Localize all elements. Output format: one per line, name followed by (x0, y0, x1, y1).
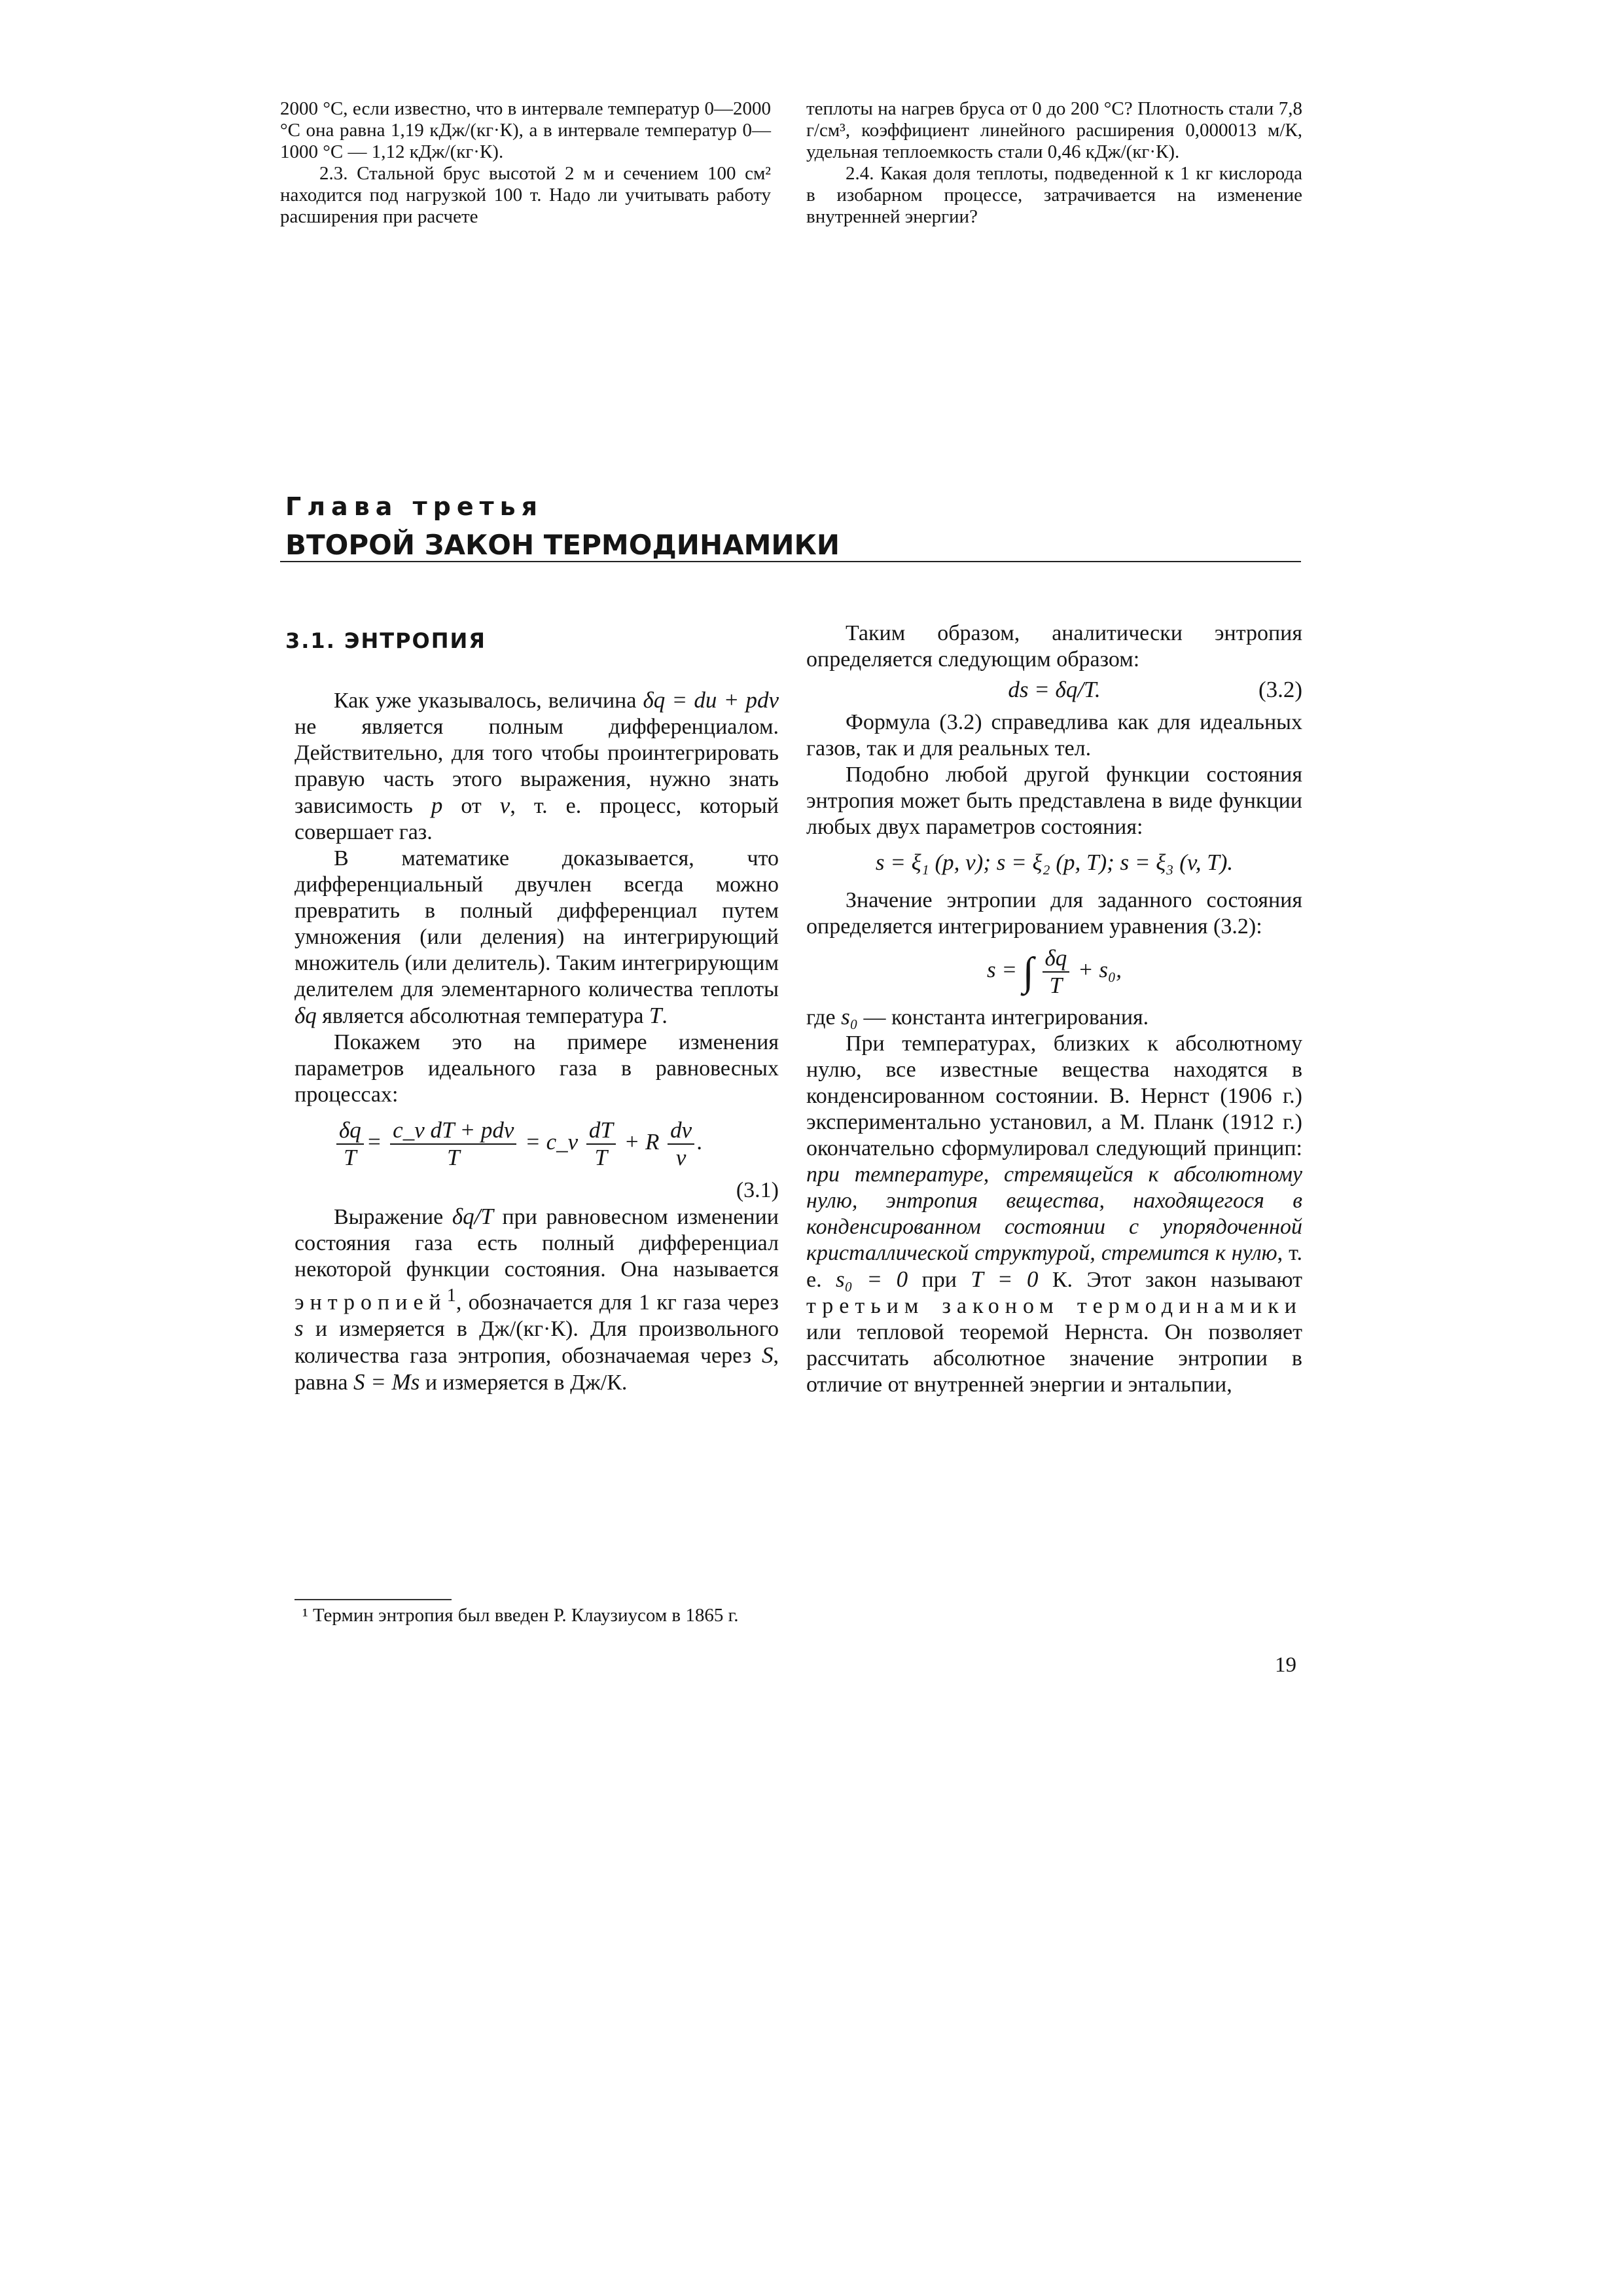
equation-integral (806, 945, 1302, 999)
text-run: , т. е. процесс, который совершает газ. (294, 794, 779, 844)
text-run: Выражение (334, 1205, 452, 1229)
denominator: T (344, 1145, 357, 1170)
text-run: от (442, 794, 500, 818)
chapter-title: ВТОРОЙ ЗАКОН ТЕРМОДИНАМИКИ (285, 529, 840, 561)
term-entropy: энтропией (294, 1290, 447, 1315)
numerator: c_v dT + pdv (390, 1117, 516, 1145)
fraction (586, 1117, 616, 1171)
text-run: , равна (294, 1344, 779, 1395)
equation-body: ds = δq/T. (1008, 677, 1101, 702)
chapter-divider (280, 561, 1301, 562)
paragraph-validity: Формула (3.2) справедлива как для идеальных газов, так и для реальных тел. (806, 710, 1302, 761)
problem-2-3: 2.3. Стальной брус высотой 2 м и сечением 100 см² находится под нагрузкой 100 т. Надо ли учитывать работу расширения при расчете (280, 163, 771, 227)
problem-2-3-end: теплоты на нагрев бруса от 0 до 200 °С? Плотность стали 7,8 г/см³, коэффициент линейного расширения 0,000013 м/К, удельная теплоемкость стали 0,46 кДж/(кг·К). (806, 98, 1302, 162)
fraction (1043, 945, 1070, 999)
denominator: T (594, 1145, 608, 1170)
inline-formula: δq (294, 1003, 317, 1028)
section-title: 3.1. ЭНТРОПИЯ (285, 628, 486, 653)
text-run: Как уже указывалось, величина (334, 689, 643, 713)
text-run: является абсолютная температура (316, 1004, 649, 1028)
fraction (336, 1117, 364, 1171)
numerator: dv (668, 1117, 694, 1145)
equation-number: (3.2) (1258, 677, 1302, 702)
paragraph-state-function: Подобно любой другой функции состояния энтропия может быть представлена в виде функции любых двух параметров состояния: (806, 762, 1302, 839)
text-run: К. Этот закон называют (1038, 1268, 1302, 1292)
fraction (668, 1117, 694, 1171)
paragraph-integrating-factor (294, 846, 779, 1030)
text-run: , т. е. (806, 1241, 1302, 1292)
previous-problems-right (806, 98, 1302, 228)
text-run: при равновесном изменении состояния газа есть полный дифференциал некоторой функции состояния. Она называется (294, 1205, 779, 1282)
text-run: не является полным дифференциалом. Действительно, для того чтобы проинтегрировать правую часть этого выражения, нужно знать зависимость (294, 715, 779, 818)
inline-var-S: S (762, 1342, 774, 1369)
inline-var-p: p (431, 793, 443, 818)
text-run: или тепловой теоремой Нернста. Он позволяет рассчитать абсолютное значение энтропии в отличие от внутренней энергии и энтальпии, (806, 1320, 1302, 1397)
text-run: при (908, 1268, 971, 1292)
paragraph-example: Покажем это на примере изменения параметров идеального газа в равновесных процессах: (294, 1030, 779, 1107)
right-column (806, 620, 1302, 1398)
inline-var-s0: s₀ (841, 1004, 858, 1030)
text-run: и измеряется в Дж/(кг·К). Для произвольного количества газа энтропия, обозначаемая через (294, 1317, 779, 1369)
inline-formula: S = Ms (353, 1369, 420, 1395)
footnote: ¹ Термин энтропия был введен Р. Клаузиусом в 1865 г. (302, 1605, 739, 1626)
paragraph-third-law (806, 1031, 1302, 1398)
paragraph-constant (806, 1004, 1302, 1031)
inline-formula: δq = du + pdv (643, 687, 779, 713)
text-run: . (662, 1004, 668, 1028)
third-law-statement: при температуре, стремящейся к абсолютному нулю, энтропия вещества, находящегося в конденсированном состоянии с упорядоченной кристаллической структурой, стремится к нулю (806, 1162, 1302, 1265)
numerator: δq (1043, 945, 1070, 973)
inline-formula: T = 0 (971, 1266, 1039, 1292)
numerator: dT (586, 1117, 616, 1145)
denominator: v (675, 1145, 687, 1170)
text-run: — константа интегрирования. (857, 1005, 1149, 1030)
paragraph-integration: Значение энтропии для заданного состояния определяется интегрированием уравнения (3.2): (806, 888, 1302, 939)
paragraph-intro (294, 687, 779, 846)
inline-var-s: s (294, 1316, 304, 1342)
footnote-divider (294, 1599, 452, 1600)
fraction (390, 1117, 516, 1171)
denominator: T (447, 1145, 460, 1170)
problem-2-2-end: 2000 °С, если известно, что в интервале температур 0—2000 °С она равна 1,19 кДж/(кг·К), а в интервале температур 0—1000 °С — 1,12 кДж/(кг·К). (280, 98, 771, 162)
equation-term: + R (624, 1129, 660, 1155)
inline-formula: s₀ = 0 (835, 1266, 908, 1292)
equation-state-functions: s = ξ₁ (p, v); s = ξ₂ (p, T); s = ξ₃ (v, T). (875, 850, 1234, 875)
inline-var-v: v (499, 793, 510, 818)
text-run: При температурах, близких к абсолютному нулю, все известные вещества находятся в конденсированном состоянии. В. Нернст (1906 г.) экспериментально установил, а М. Планк (1912 г.) окончательно сформулировал следующий принцип: (806, 1031, 1302, 1160)
footnote-marker: 1 (446, 1285, 456, 1306)
integral-sign: ∫ (1022, 950, 1034, 994)
equation-term: s = (987, 957, 1018, 983)
numerator: δq (336, 1117, 364, 1145)
page-number: 19 (1275, 1653, 1296, 1677)
chapter-label: Глава третья (285, 492, 544, 521)
text-run: где (806, 1005, 842, 1030)
denominator: T (1049, 973, 1063, 998)
equation-term: = c_v (525, 1129, 579, 1155)
equation-3-1: $\frac{\delta q}{T}$ = $\frac{\text{c\_v dT + pdv}}{T}$ = c_v $\frac{dT}{T}$ + R $\frac{dv}{v}$ . (294, 1117, 779, 1171)
left-column (294, 687, 779, 1396)
text-run: В математике доказывается, что дифференциальный двучлен всегда можно превратить в полный дифференциал путем умножения (или деления) на интегрирующий множитель (или делитель). Таким интегрирующим делителем для элементарного количества теплоты (294, 846, 779, 1001)
paragraph-analytic-def: Таким образом, аналитически энтропия определяется следующим образом: (806, 621, 1302, 672)
inline-var-T: T (649, 1003, 662, 1028)
problem-2-4: 2.4. Какая доля теплоты, подведенной к 1 кг кислорода в изобарном процессе, затрачивается на изменение внутренней энергии? (806, 163, 1302, 227)
term-third-law: третьим законом термодинамики (806, 1294, 1302, 1318)
equation-number: (3.1) (736, 1178, 779, 1202)
text-run: и измеряется в Дж/К. (419, 1371, 628, 1395)
inline-formula: δq/T (452, 1204, 493, 1229)
equation-3-2 (806, 677, 1302, 703)
previous-problems-left (280, 98, 771, 228)
text-run: , обозначается для 1 кг газа через (455, 1290, 779, 1315)
paragraph-entropy-definition (294, 1204, 779, 1396)
equation-term: + s₀, (1078, 957, 1122, 983)
